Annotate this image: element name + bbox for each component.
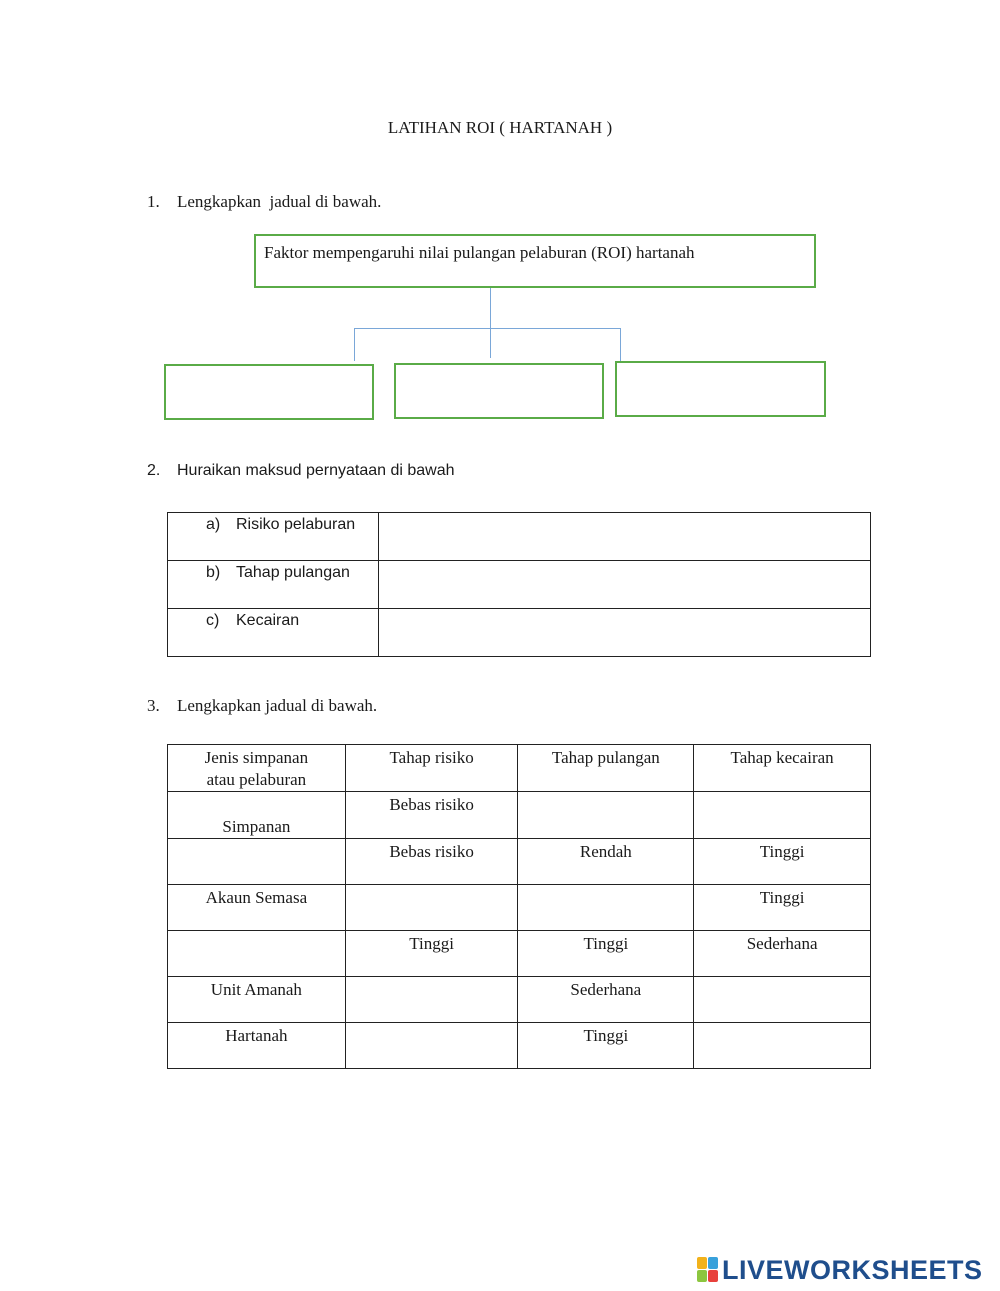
answer-box-factor-1[interactable]	[164, 364, 374, 420]
worksheet-title: LATIHAN ROI ( HARTANAH )	[387, 118, 613, 137]
question-1-text: Lengkapkan jadual di bawah.	[177, 192, 382, 211]
row-letter: b)	[206, 564, 221, 581]
table-row	[168, 977, 871, 1023]
table-cell: Hartanah	[168, 1023, 346, 1069]
table-cell: Unit Amanah	[168, 977, 346, 1023]
table-cell: Sederhana	[518, 977, 694, 1023]
table-cell: Tinggi	[518, 931, 694, 977]
table-cell: Sederhana	[694, 931, 871, 977]
table-cell[interactable]	[518, 885, 694, 931]
header-cell: Tahap risiko	[345, 745, 518, 792]
row-label-text: Risiko pelaburan	[236, 516, 356, 533]
connector-right-drop	[620, 328, 621, 361]
question-3-number: 3.	[147, 696, 160, 715]
row-letter: a)	[206, 516, 221, 533]
connector-horizontal	[354, 328, 621, 329]
table-cell: Akaun Semasa	[168, 885, 346, 931]
connector-vertical-main	[490, 288, 491, 358]
table-row	[168, 839, 871, 885]
table-cell[interactable]	[694, 792, 871, 839]
table-cell: Bebas risiko	[345, 839, 518, 885]
table-cell[interactable]	[345, 977, 518, 1023]
table-cell: Rendah	[518, 839, 694, 885]
header-cell: Tahap kecairan	[694, 745, 871, 792]
table-cell: Tinggi	[518, 1023, 694, 1069]
question-2	[147, 462, 455, 480]
row-letter: c)	[206, 612, 220, 629]
row-label	[168, 609, 379, 657]
question-3	[147, 696, 377, 716]
answer-cell[interactable]	[379, 609, 871, 657]
table-header-row	[168, 745, 871, 792]
question-3-text: Lengkapkan jadual di bawah.	[177, 696, 378, 715]
table-row	[168, 1023, 871, 1069]
logo-text: LIVEWORKSHEETS	[722, 1254, 983, 1285]
table-cell[interactable]	[168, 931, 346, 977]
table-cell[interactable]	[518, 792, 694, 839]
liveworksheets-logo	[697, 1255, 983, 1285]
question-1-number: 1.	[147, 192, 160, 211]
table-cell[interactable]: Simpanan	[168, 792, 346, 839]
investment-table	[167, 744, 871, 1069]
row-label-text: Tahap pulangan	[236, 564, 350, 581]
table-cell[interactable]	[694, 977, 871, 1023]
question-1	[147, 192, 381, 212]
table-row	[168, 609, 871, 657]
table-row	[168, 931, 871, 977]
table-cell: Bebas risiko	[345, 792, 518, 839]
question-2-number: 2.	[147, 462, 161, 479]
main-factor-box: Faktor mempengaruhi nilai pulangan pelaburan (ROI) hartanah	[254, 234, 816, 288]
answer-box-factor-3[interactable]	[615, 361, 826, 417]
table-cell[interactable]	[694, 1023, 871, 1069]
row-label	[168, 513, 379, 561]
logo-mark-icon	[697, 1257, 719, 1283]
row-label-text: Kecairan	[236, 612, 300, 629]
definition-table	[167, 512, 871, 657]
table-row	[168, 792, 871, 839]
table-cell[interactable]	[345, 885, 518, 931]
row-label	[168, 561, 379, 609]
table-cell: Tinggi	[694, 839, 871, 885]
table-cell: Tinggi	[694, 885, 871, 931]
answer-cell[interactable]	[379, 561, 871, 609]
answer-box-factor-2[interactable]	[394, 363, 604, 419]
header-cell: Jenis simpanan atau pelaburan	[168, 745, 346, 792]
answer-cell[interactable]	[379, 513, 871, 561]
question-2-text: Huraikan maksud pernyataan di bawah	[177, 462, 455, 479]
table-cell[interactable]	[345, 1023, 518, 1069]
table-cell[interactable]	[168, 839, 346, 885]
table-row	[168, 561, 871, 609]
connector-left-drop	[354, 328, 355, 361]
table-cell: Tinggi	[345, 931, 518, 977]
table-row	[168, 513, 871, 561]
header-cell: Tahap pulangan	[518, 745, 694, 792]
table-row	[168, 885, 871, 931]
